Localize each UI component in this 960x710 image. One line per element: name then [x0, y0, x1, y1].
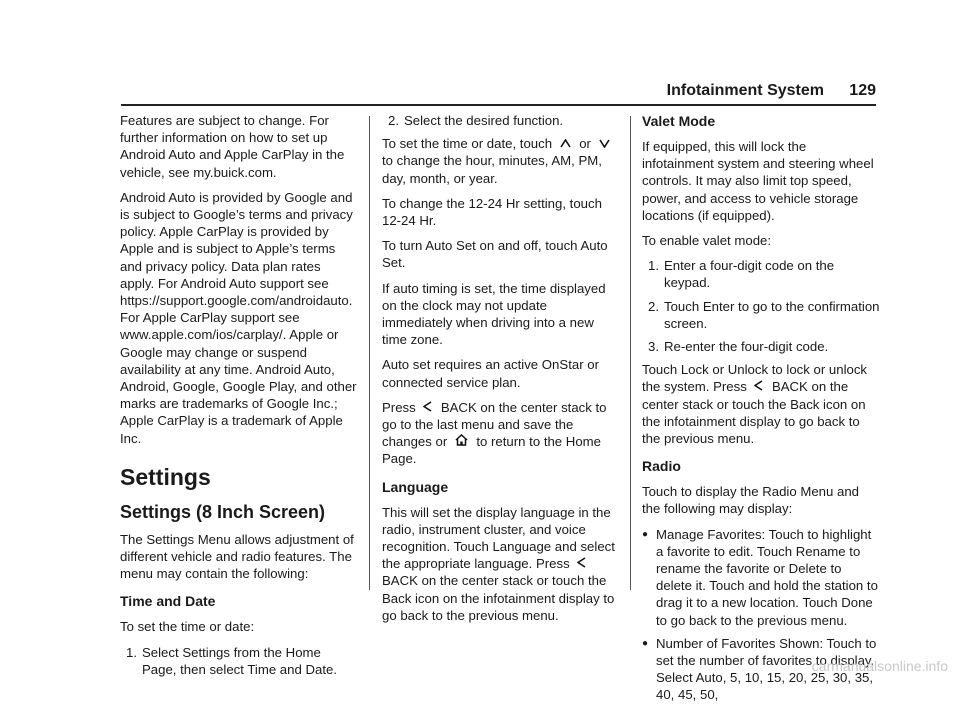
heading-language: Language [382, 478, 449, 495]
step-number: 2. [388, 113, 399, 128]
list-item [126, 644, 358, 678]
text-run: to return to the Home Page. [382, 434, 601, 467]
step-text: Enter a four-digit code on the keypad. [664, 258, 835, 291]
list-item [648, 257, 880, 291]
heading-settings-8-inch: Settings (8 Inch Screen) [120, 501, 326, 522]
text-run: To set the time or date, touch [382, 136, 553, 152]
page-number: 129 [849, 82, 876, 99]
step-number: 3. [648, 339, 659, 355]
paragraph: To enable valet mode: [642, 233, 772, 249]
header-rule [121, 104, 876, 106]
back-chevron-icon [754, 378, 767, 395]
paragraph: To set the time or date: [120, 619, 255, 635]
paragraph: To change the 12-24 Hr setting, touch 12-24 Hr. [382, 195, 602, 229]
column-divider [630, 116, 631, 590]
back-chevron-icon [577, 555, 586, 572]
paragraph: To turn Auto Set on and off, touch Auto Set. [382, 238, 608, 271]
column-divider [369, 116, 370, 590]
text-run: Touch Lock or Unlock to lock or unlock the system. Press [642, 362, 868, 395]
list-item [648, 298, 880, 332]
paragraph: If auto timing is set, the time displayed on the clock may not update immediately when driving into a new time zone. [382, 280, 606, 348]
list-item [648, 338, 880, 355]
paragraph: Auto set requires an active OnStar or connected service plan. [382, 357, 599, 390]
section-title: Infotainment System [666, 82, 824, 99]
text-run: BACK on the center stack to go to the last menu and save the changes or [382, 399, 607, 450]
bullet-icon: ● [642, 637, 649, 649]
paragraph: If equipped, this will lock the infotainment system and steering wheel controls. It may also limit top speed, power, and access to vehicle storage locations (if equipped). [642, 139, 874, 223]
step-text: Select Settings from the Home Page, then select Time and Date. [142, 644, 337, 677]
step-text: Select the desired function. [404, 113, 564, 128]
paragraph: Features are subject to change. For further information on how to set up Android Auto and Apple CarPlay in the vehicle, see my.buick.com. [120, 113, 345, 180]
column-middle [382, 112, 620, 632]
step-text: Re-enter the four-digit code. [664, 339, 829, 355]
text-run: or [579, 136, 591, 152]
step-number: 1. [648, 258, 659, 274]
step-text: Touch Enter to go to the confirmation screen. [664, 298, 880, 331]
page-header [121, 80, 876, 106]
paragraph [642, 361, 880, 447]
text-run: This will set the display language in the radio, instrument cluster, and voice recognition. Touch Language and select the appropriate language. Press [382, 504, 615, 572]
bullet-icon: ● [642, 528, 649, 540]
down-chevron-icon [599, 135, 610, 152]
text-run: Press [382, 399, 416, 415]
watermark-link[interactable]: carmanualsonline.info [811, 658, 948, 674]
text-run: to change the hour, minutes, AM, PM, day, month, or year. [382, 153, 602, 186]
bullet-text: Manage Favorites: Touch to highlight a favorite to edit. Touch Rename to rename the favorite or Delete to delete it. Touch and hold the station to drag it to a new location. Touch Done to go back to the previous menu. [656, 526, 878, 628]
heading-settings: Settings [120, 463, 211, 490]
paragraph: The Settings Menu allows adjustment of different vehicle and radio features. The menu may contain the following: [120, 531, 354, 582]
step-number: 1. [126, 644, 137, 660]
home-icon [455, 433, 472, 450]
paragraph: Android Auto is provided by Google and is subject to Google’s terms and privacy policy. Apple CarPlay is provided by Apple and is subject to Apple’s terms and privacy policy. Data plan rates apply. For Android Auto support see https://support.google.com/androidauto. For Apple CarPlay support see www.apple.com/ios/carplay/. Apple or Google may change or suspend availability at any time. Android Auto, Android, Google, Google Play, and other marks are trademarks of Google Inc.; Apple CarPlay is a trademark of Apple Inc. [120, 189, 357, 446]
paragraph [382, 135, 620, 187]
heading-valet-mode: Valet Mode [642, 113, 716, 129]
watermark[interactable] [812, 658, 948, 674]
up-chevron-icon [560, 135, 575, 152]
column-left [120, 112, 358, 684]
paragraph [382, 504, 620, 624]
step-number: 2. [648, 298, 659, 314]
heading-time-and-date: Time and Date [120, 593, 216, 610]
list-item [388, 112, 620, 129]
list-item [642, 526, 880, 629]
text-run: BACK on the center stack or touch the Back icon on the infotainment display to go back to the previous menu. [382, 573, 615, 623]
bullet-text: Number of Favorites Shown: Touch to set the number of favorites to display. Select Auto, 5, 10, 15, 20, 25, 30, 35, 40, 45, 50, [656, 635, 877, 703]
paragraph [382, 399, 620, 468]
heading-radio: Radio [642, 458, 681, 475]
column-right [642, 112, 880, 710]
text-run: BACK on the center stack or touch the Back icon on the infotainment display to go back to the previous menu. [642, 379, 866, 447]
back-chevron-icon [423, 399, 436, 416]
paragraph: Touch to display the Radio Menu and the following may display: [642, 484, 859, 517]
